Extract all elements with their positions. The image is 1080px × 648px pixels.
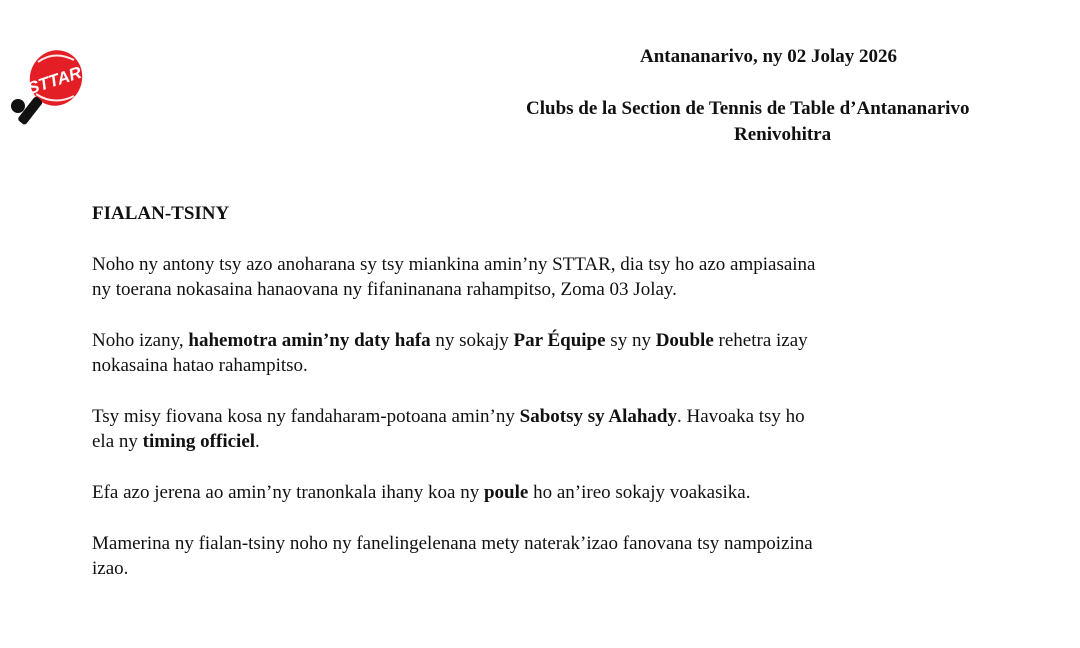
bold-segment: poule: [483, 482, 529, 503]
sttar-logo: [8, 44, 84, 138]
paragraph-3-line-1: [92, 404, 992, 429]
bold-segment: Double: [655, 330, 714, 351]
svg-text:STTAR: STTAR: [25, 62, 84, 99]
paragraph-1: [92, 252, 992, 302]
text-segment: Efa azo jerena ao amin’ny tranonkala ihany koa ny: [92, 482, 484, 503]
text-segment: ny sokajy: [430, 330, 514, 351]
bold-segment: Par Équipe: [513, 330, 606, 351]
letter-title: FIALAN-TSINY: [92, 203, 230, 224]
club-city: Renivohitra: [734, 124, 832, 145]
paragraph-3-line-2: [92, 429, 992, 454]
text-segment: ho an’ireo sokajy voakasika.: [528, 482, 751, 503]
bold-segment: hahemotra amin’ny daty hafa: [188, 330, 431, 351]
paragraph-5-line-1: Mamerina ny fialan-tsiny noho ny fanelingelenana mety naterak’izao fanovana tsy nampoizina: [92, 533, 813, 554]
paragraph-3: [92, 404, 992, 454]
club-name: Clubs de la Section de Tennis de Table d’Antananarivo: [526, 98, 970, 119]
paragraph-1-line-2: ny toerana nokasaina hanaovana ny fifaninanana rahampitso, Zoma 03 Jolay.: [92, 279, 677, 300]
paragraph-4-line-1: [92, 480, 992, 505]
text-segment: .: [255, 431, 260, 452]
paragraph-4: [92, 480, 992, 505]
paragraph-1-line-1: Noho ny antony tsy azo anoharana sy tsy miankina amin’ny STTAR, dia tsy ho azo ampiasaina: [92, 254, 816, 275]
ball-icon: [11, 99, 25, 113]
paragraph-2-line-1: [92, 328, 992, 353]
paragraph-2-line-2: nokasaina hatao rahampitso.: [92, 355, 308, 376]
text-segment: . Havoaka tsy ho: [676, 406, 805, 427]
paragraph-2: [92, 328, 992, 378]
paragraph-5-line-2: izao.: [92, 558, 129, 579]
paragraph-5: [92, 531, 992, 581]
text-segment: rehetra izay: [713, 330, 808, 351]
document-date: Antananarivo, ny 02 Jolay 2026: [640, 46, 898, 67]
letter-body: [92, 201, 992, 581]
bold-segment: timing officiel: [142, 431, 256, 452]
bold-segment: Sabotsy sy Alahady: [519, 406, 677, 427]
text-segment: Noho izany,: [92, 330, 189, 351]
text-segment: ela ny: [92, 431, 143, 452]
text-segment: Tsy misy fiovana kosa ny fandaharam-potoana amin’ny: [92, 406, 520, 427]
text-segment: sy ny: [605, 330, 656, 351]
